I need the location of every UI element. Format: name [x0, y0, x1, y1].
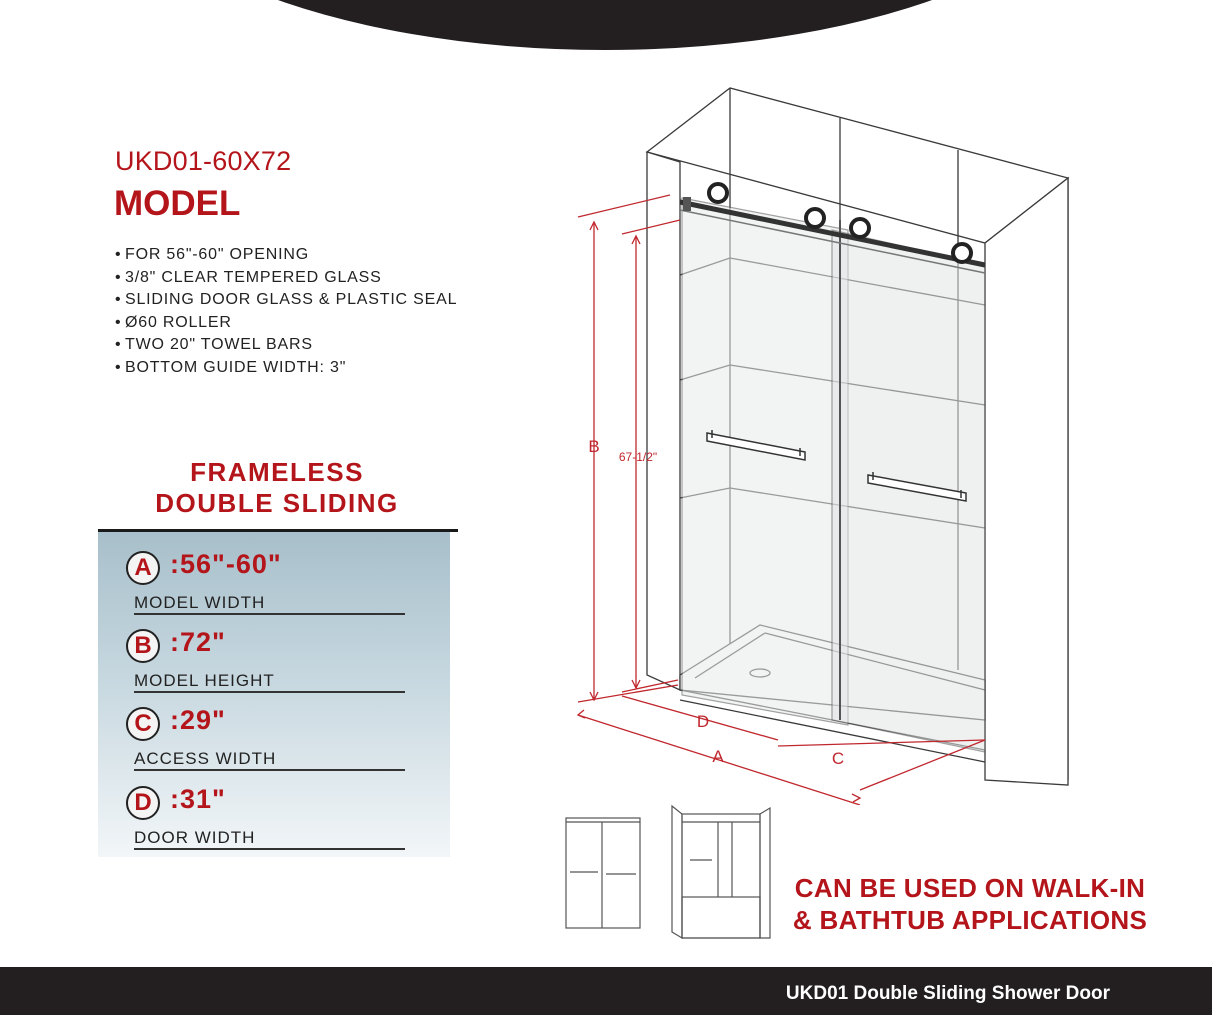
model-title: MODEL: [114, 184, 241, 223]
roller-icon: [953, 244, 971, 262]
door-type-title: [98, 457, 456, 519]
roller-icon: [709, 184, 727, 202]
door-type-line2: DOUBLE SLIDING: [155, 488, 399, 518]
walk-in-thumbnail: [562, 812, 644, 934]
shower-door-drawing: [560, 80, 1120, 805]
feature-item: • Ø60 ROLLER: [115, 313, 232, 331]
spec-underline: [134, 613, 405, 615]
dimension-b-badge: B: [126, 629, 160, 663]
spec-underline: [134, 769, 405, 771]
bathtub-thumbnail: [668, 802, 774, 942]
feature-item: • TWO 20" TOWEL BARS: [115, 336, 313, 353]
spec-panel-divider: [98, 529, 458, 532]
roller-icon: [806, 209, 824, 227]
glass-panels: [682, 198, 985, 752]
spec-underline: [134, 848, 405, 850]
feature-item: • FOR 56"-60" OPENING: [115, 246, 309, 263]
spec-value: :72": [170, 627, 226, 657]
spec-value: :56"-60": [170, 549, 282, 579]
door-type-line1: FRAMELESS: [190, 457, 364, 487]
spec-label: DOOR WIDTH: [134, 828, 256, 847]
feature-item: • SLIDING DOOR GLASS & PLASTIC SEAL: [115, 291, 458, 308]
feature-item: • 3/8" CLEAR TEMPERED GLASS: [115, 268, 382, 286]
footer-bar: [0, 967, 1212, 1015]
footer-title: UKD01 Double Sliding Shower Door: [785, 983, 1110, 1004]
dimension-a-label: A: [712, 747, 724, 766]
applications-note: [760, 872, 1180, 936]
model-code: UKD01-60X72: [115, 146, 292, 176]
spec-label: MODEL WIDTH: [134, 593, 266, 612]
applications-line1: CAN BE USED ON WALK-IN: [794, 873, 1146, 903]
glass-height-label: 67-1/2": [618, 450, 658, 464]
spec-value: :29": [170, 705, 226, 735]
top-banner-arc: [100, 0, 1110, 50]
dimension-c-badge: C: [126, 707, 160, 741]
spec-label: MODEL HEIGHT: [134, 671, 275, 690]
feature-item: • BOTTOM GUIDE WIDTH: 3": [115, 358, 347, 376]
dimension-c-label: C: [831, 749, 845, 768]
spec-underline: [134, 691, 405, 693]
spec-value: :31": [170, 784, 226, 814]
dimension-b-label: B: [588, 437, 600, 456]
dimension-d-label: D: [696, 712, 710, 731]
track-end-stop: [683, 197, 691, 211]
spec-label: ACCESS WIDTH: [134, 749, 277, 768]
dimension-a-badge: A: [126, 551, 160, 585]
applications-line2: & BATHTUB APPLICATIONS: [792, 905, 1148, 935]
feature-list: [115, 244, 457, 379]
roller-icon: [851, 219, 869, 237]
dimension-d-badge: D: [126, 786, 160, 820]
